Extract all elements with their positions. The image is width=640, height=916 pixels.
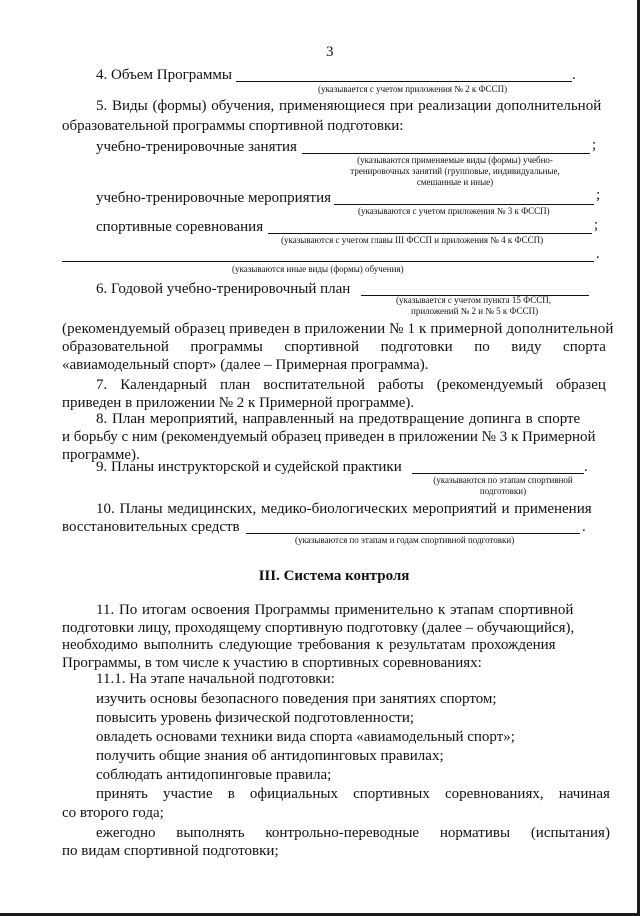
item11-line2: подготовки лицу, проходящему спортивную подготовку (далее – обучающийся), <box>62 620 575 636</box>
requirement-norms-line1 <box>96 824 610 842</box>
item10-line1: 10. Планы медицинских, медико-биологических мероприятий и применения <box>96 501 592 517</box>
requirement-compete-line1 <box>96 785 610 803</box>
item6-label: 6. Годовой учебно-тренировочный план <box>96 281 351 297</box>
requirement-3: овладеть основами техники вида спорта «авиамодельный спорт»; <box>96 729 515 745</box>
item9-label: 9. Планы инструкторской и судейской практики <box>96 459 402 475</box>
item6-line-c: «авиамодельный спорт» (далее – Примерная программа). <box>62 357 429 373</box>
norms-word-2: выполнять <box>176 825 245 841</box>
requirement-compete-line2: со второго года; <box>62 805 164 821</box>
item10-blank-line <box>246 533 580 534</box>
item4-blank-line <box>236 81 572 82</box>
item9-blank-line <box>412 473 584 474</box>
item6-word-2: программы <box>190 339 263 355</box>
item10-label: восстановительных средств <box>62 519 240 535</box>
training-sessions-blank-line <box>302 153 590 154</box>
item5-heading-line1 <box>96 97 602 115</box>
item7-word-3: план <box>220 377 251 393</box>
page-number: 3 <box>326 44 334 60</box>
training-events-end: ; <box>596 187 601 203</box>
norms-word-4: нормативы <box>439 825 511 841</box>
item7-word-6: (рекомендуемый <box>436 377 543 393</box>
compete-word-1: принять <box>96 786 148 802</box>
item5-heading-text: 5. Виды (формы) обучения, применяющиеся при реализации дополнительной <box>96 98 602 114</box>
other-forms-blank-line <box>62 261 594 262</box>
item7-word-2: Календарный <box>120 377 207 393</box>
training-sessions-hint-1: (указываются применяемые виды (формы) учебно- <box>357 155 553 165</box>
item4-label: 4. Объем Программы <box>96 67 232 83</box>
compete-word-6: соревнованиях, <box>444 786 544 802</box>
training-sessions-hint-3: смешанные и иные) <box>416 177 494 187</box>
item7-word-1: 7. <box>96 377 108 393</box>
norms-word-1: ежегодно <box>96 825 156 841</box>
item9-end: . <box>584 459 588 475</box>
item11-subheading: 11.1. На этапе начальной подготовки: <box>96 671 335 687</box>
training-sessions-hint-2: тренировочных занятий (групповые, индивидуальные, <box>350 166 560 176</box>
other-forms-hint: (указываются иные виды (формы) обучения) <box>232 264 404 274</box>
training-events-hint: (указываются с учетом приложения № 3 к ФССП) <box>358 206 550 216</box>
item6-word-7: спорта <box>563 339 606 355</box>
item11-line1: 11. По итогам освоения Программы применительно к этапам спортивной <box>96 602 574 618</box>
requirement-5: соблюдать антидопинговые правила; <box>96 767 332 783</box>
item8-line3: программе). <box>62 447 140 463</box>
item8-line2: и борьбу с ним (рекомендуемый образец приведен в приложении № 3 к Примерной <box>62 429 596 445</box>
item6-hint-1: (указывается с учетом пункта 15 ФССП, <box>396 295 552 305</box>
competitions-end: ; <box>594 217 599 233</box>
compete-word-2: участие <box>163 786 213 802</box>
item7-word-4: воспитательной <box>263 377 365 393</box>
item8-line1: 8. План мероприятий, направленный на предотвращение допинга в спорте <box>96 411 581 427</box>
training-sessions-label: учебно-тренировочные занятия <box>96 139 297 155</box>
item6-line-a: (рекомендуемый образец приведен в приложении № 1 к примерной дополнительной <box>62 321 614 337</box>
other-forms-end: . <box>596 246 600 262</box>
item6-line-b <box>62 338 606 356</box>
norms-word-5: (испытания) <box>530 825 610 841</box>
item7-line1 <box>96 376 606 394</box>
item6-word-3: спортивной <box>284 339 360 355</box>
competitions-label: спортивные соревнования <box>96 219 264 235</box>
training-events-blank-line <box>334 204 594 205</box>
norms-word-3: контрольно-переводные <box>265 825 420 841</box>
item4-hint: (указывается с учетом приложения № 2 к ФССП) <box>318 84 508 94</box>
item5-heading-line2: образовательной программы спортивной подготовки: <box>62 118 404 134</box>
item7-word-5: работы <box>377 377 424 393</box>
item6-word-5: по <box>474 339 490 355</box>
item6-word-6: виду <box>511 339 542 355</box>
item7-line2: приведен в приложении № 2 к Примерной программе). <box>62 395 415 411</box>
compete-word-7: начиная <box>558 786 610 802</box>
training-sessions-end: ; <box>592 137 597 153</box>
requirement-2: повысить уровень физической подготовленности; <box>96 710 415 726</box>
item10-end: . <box>582 519 586 535</box>
item9-hint-2: подготовки) <box>479 486 527 496</box>
requirement-norms-line2: по видам спортивной подготовки; <box>62 843 279 859</box>
item9-hint-1: (указываются по этапам спортивной <box>433 475 573 485</box>
competitions-blank-line <box>268 233 592 234</box>
training-events-label: учебно-тренировочные мероприятия <box>96 190 332 206</box>
requirement-4: получить общие знания об антидопинговых правилах; <box>96 748 444 764</box>
item6-word-4: подготовки <box>380 339 453 355</box>
item4-end: . <box>572 67 576 83</box>
item6-word-1: образовательной <box>62 339 169 355</box>
competitions-hint: (указываются с учетом главы III ФССП и приложения № 4 к ФССП) <box>281 235 544 245</box>
requirement-1: изучить основы безопасного поведения при занятиях спортом; <box>96 691 497 707</box>
compete-word-3: в <box>227 786 235 802</box>
section3-title: III. Система контроля <box>258 568 410 584</box>
item10-hint: (указываются по этапам и годам спортивной подготовки) <box>295 535 515 545</box>
item7-word-7: образец <box>556 377 606 393</box>
item6-hint-2: приложений № 2 и № 5 к ФССП) <box>411 306 539 316</box>
item11-line4: Программы, в том числе к участию в спортивных соревнованиях: <box>62 655 482 671</box>
compete-word-5: спортивных <box>353 786 430 802</box>
compete-word-4: официальных <box>249 786 338 802</box>
item11-line3: необходимо выполнить следующие требования к результатам прохождения <box>62 637 556 653</box>
